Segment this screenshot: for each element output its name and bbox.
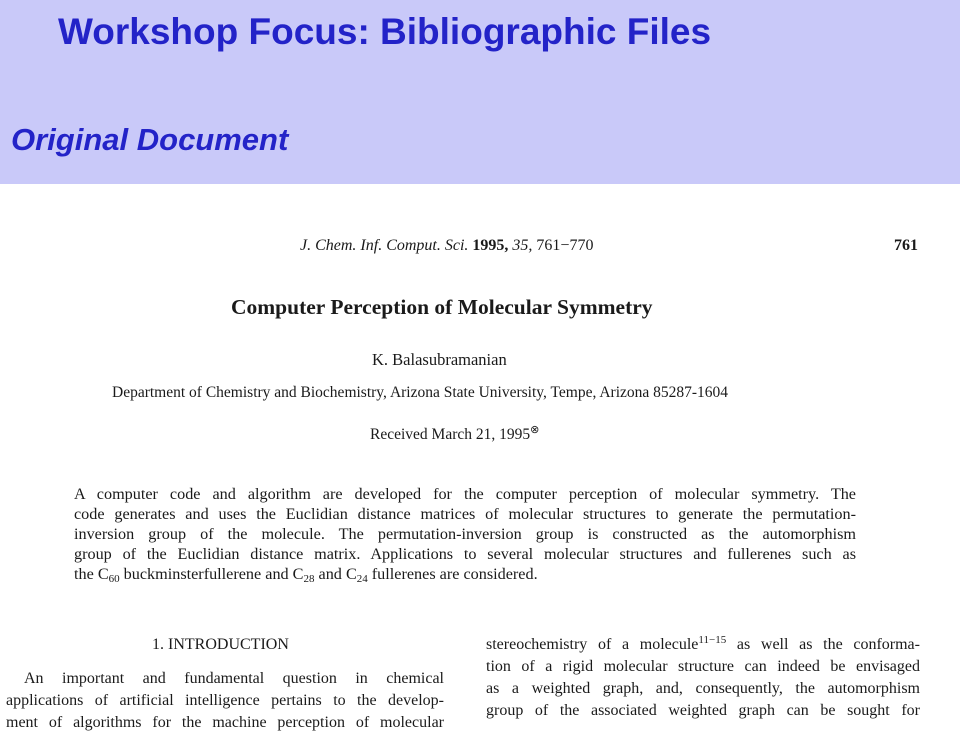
abstract-text: and C [314,565,357,583]
body-line: group of the associated weighted graph can be sought for [486,702,920,719]
author-affiliation: Department of Chemistry and Biochemistry, Arizona State University, Tempe, Arizona 85287-1604 [112,384,729,401]
journal-citation [300,237,593,255]
abstract-line [74,564,856,584]
abstract-line: inversion group of the molecule. The permutation-inversion group is constructed as the automorphism [74,525,856,543]
slide-header [0,0,960,184]
abstract-text: buckminsterfullerene and C [119,565,304,583]
paper-title: Computer Perception of Molecular Symmetry [231,295,653,319]
received-mark: ⊗ [530,424,540,436]
left-column [6,668,444,734]
body-line [486,634,920,656]
slide-title: Workshop Focus: Bibliographic Files [58,11,712,52]
journal-abbrev: J. Chem. Inf. Comput. Sci. [300,237,469,254]
body-line: An important and fundamental question in chemical [24,670,444,687]
paper-scan [0,184,960,731]
body-text: as well as the conforma- [726,636,920,653]
body-text: stereochemistry of a molecule [486,636,699,653]
page-number: 761 [894,237,918,254]
abstract-text: the C [74,565,109,583]
received-text: Received March 21, 1995 [370,426,531,443]
journal-year: 1995, [472,237,509,254]
abstract-line: code generates and uses the Euclidian distance matrices of molecular structures to generate the permutation- [74,505,856,523]
journal-volume: 35, [512,237,533,254]
abstract [74,484,856,584]
author-name: K. Balasubramanian [372,350,507,369]
journal-pages: 761−770 [536,237,594,254]
abstract-text: fullerenes are considered. [367,565,538,583]
body-line: tion of a rigid molecular structure can indeed be envisaged [486,658,920,675]
abstract-line: A computer code and algorithm are developed for the computer perception of molecular symmetry. The [74,485,856,503]
citation-superscript: 11−15 [698,634,727,646]
right-column [486,634,920,722]
body-line: applications of artificial intelligence pertains to the develop- [6,692,444,709]
received-date [370,426,539,444]
subscript: 28 [303,573,315,585]
body-line: as a weighted graph, and, consequently, the automorphism [486,680,920,697]
slide-subtitle: Original Document [11,122,289,157]
subscript: 24 [356,573,368,585]
body-line: ment of algorithms for the machine perception of molecular [6,714,444,731]
section-heading: 1. INTRODUCTION [152,636,289,653]
subscript: 60 [108,573,120,585]
abstract-line: group of the Euclidian distance matrix. Applications to several molecular structures and fullerenes such as [74,545,856,563]
